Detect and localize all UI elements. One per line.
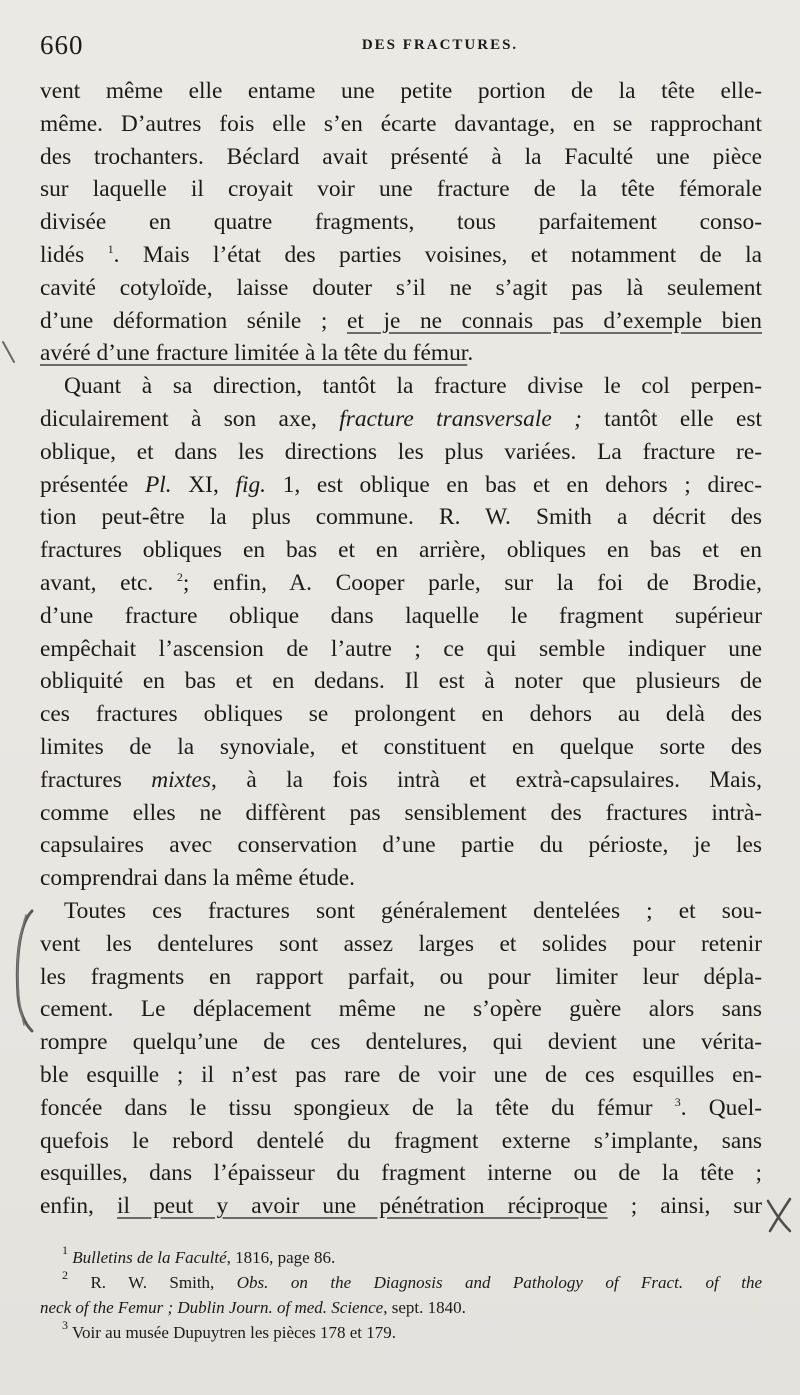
italic-text: Bulletins de la Faculté xyxy=(72,1248,227,1267)
text-run: comprendrai dans la même étude. xyxy=(40,865,355,892)
text-run: quefois le rebord dentelé du fragment externe s’implante, sans xyxy=(40,1127,762,1154)
text-run: ces fractures obliques se prolongent en dehors au delà des xyxy=(40,701,762,728)
text-run: XI, xyxy=(171,471,236,498)
text-run: Quant à sa direction, tantôt la fracture divise le col perpen- xyxy=(64,373,762,400)
text-line xyxy=(40,1059,762,1092)
footnote-reference: 3 xyxy=(674,1094,681,1109)
text-run: les fragments en rapport parfait, ou pour limiter leur dépla- xyxy=(40,963,762,990)
margin-bracket-annotation xyxy=(6,905,40,1035)
text-line xyxy=(40,337,762,370)
text-run: rompre quelqu’une de ces dentelures, qui devient une vérita- xyxy=(40,1029,762,1056)
page-number: 660 xyxy=(40,30,84,60)
text-run: vent les dentelures sont assez larges et solides pour retenir xyxy=(40,930,762,957)
footnote-reference: 2 xyxy=(176,569,183,584)
text-run: Voir au musée Dupuytren les pièces 178 et 179. xyxy=(68,1323,396,1342)
footnote-reference: 1 xyxy=(107,241,114,256)
text-line xyxy=(40,305,762,338)
footnote xyxy=(40,1320,762,1345)
text-run: des trochanters. Béclard avait présenté à la Faculté une pièce xyxy=(40,143,762,170)
text-run: empêchait l’ascension de l’autre ; ce qui semble indiquer une xyxy=(40,635,762,662)
text-run: fractures obliques en bas et en arrière, obliques en bas et en xyxy=(40,537,762,564)
text-run: sur laquelle il croyait voir une fracture de la tête fémorale xyxy=(40,176,762,203)
text-line xyxy=(40,567,762,600)
text-line xyxy=(40,829,762,862)
text-run: divisée en quatre fragments, tous parfaitement conso- xyxy=(40,209,762,236)
text-line xyxy=(40,698,762,731)
text-line xyxy=(40,895,762,928)
text-run: diculairement à son axe, xyxy=(40,405,340,432)
text-line xyxy=(40,1092,762,1125)
text-line xyxy=(40,1190,762,1223)
italic-text: mixtes xyxy=(151,766,212,793)
italic-text: fig. xyxy=(235,471,267,498)
text-run: lidés xyxy=(40,241,108,268)
text-line xyxy=(40,731,762,764)
italic-text: Pl. xyxy=(144,471,172,498)
body-text xyxy=(40,75,762,1223)
footnote-mark: 3 xyxy=(62,1318,68,1332)
footnotes xyxy=(40,1245,762,1345)
italic-text: fracture transversale ; xyxy=(339,405,582,432)
text-run: enfin, xyxy=(40,1193,118,1220)
text-run: . xyxy=(467,340,474,367)
text-line xyxy=(40,436,762,469)
text-line xyxy=(40,633,762,666)
text-run: comme elles ne diffèrent pas sensiblement des fractures intrà- xyxy=(40,799,762,826)
text-line xyxy=(40,1026,762,1059)
footnote-mark: 1 xyxy=(62,1243,68,1257)
text-run: d’une déformation sénile ; xyxy=(40,307,347,334)
text-run: avant, etc. xyxy=(40,569,177,596)
page-header xyxy=(40,30,760,64)
text-run: ; enfin, A. Cooper parle, sur la foi de Brodie, xyxy=(182,569,762,596)
text-run: présentée xyxy=(40,471,145,498)
footnote xyxy=(40,1245,762,1270)
text-line xyxy=(40,764,762,797)
text-line xyxy=(40,1125,762,1158)
text-line xyxy=(40,272,762,305)
text-run: oblique, et dans les directions les plus variées. La fracture re- xyxy=(40,438,762,465)
text-line xyxy=(40,1157,762,1190)
text-line xyxy=(40,665,762,698)
margin-x-annotation xyxy=(762,1195,796,1235)
text-run: , 1816, page 86. xyxy=(226,1248,336,1267)
text-line xyxy=(40,239,762,272)
italic-text: neck of the Femur ; Dublin Journ. of med. Science xyxy=(40,1298,384,1317)
text-run: esquilles, dans l’épaisseur du fragment interne ou de la tête ; xyxy=(40,1160,762,1187)
text-line xyxy=(40,961,762,994)
text-line xyxy=(40,370,762,403)
text-run: tion peut-être la plus commune. R. W. Smith a décrit des xyxy=(40,504,762,531)
text-run: même. D’autres fois elle s’en écarte davantage, en se rapprochant xyxy=(40,110,762,137)
footnote xyxy=(40,1295,762,1320)
text-line xyxy=(40,403,762,436)
text-line xyxy=(40,501,762,534)
text-line xyxy=(40,534,762,567)
footnote-mark: 2 xyxy=(62,1268,68,1282)
text-run: , à la fois intrà et extrà-capsulaires. Mais, xyxy=(211,766,762,793)
text-line xyxy=(40,600,762,633)
text-run: R. W. Smith, xyxy=(68,1273,237,1292)
text-line xyxy=(40,206,762,239)
text-run: cement. Le déplacement même ne s’opère guère alors sans xyxy=(40,996,762,1023)
footnote xyxy=(40,1270,762,1295)
text-run: foncée dans le tissu spongieux de la tête du fémur xyxy=(40,1094,675,1121)
underlined-text: et je ne connais pas d’exemple bien xyxy=(347,307,762,334)
text-line xyxy=(40,141,762,174)
text-run: . Mais l’état des parties voisines, et notamment de la xyxy=(113,241,762,268)
text-run: limites de la synoviale, et constituent en quelque sorte des xyxy=(40,733,762,760)
text-run: fractures xyxy=(40,766,152,793)
text-run: d’une fracture oblique dans laquelle le fragment supérieur xyxy=(40,602,762,629)
text-line xyxy=(40,797,762,830)
text-line xyxy=(40,862,762,895)
text-line xyxy=(40,173,762,206)
text-run: capsulaires avec conservation d’une partie du périoste, je les xyxy=(40,832,762,859)
text-run: cavité cotyloïde, laisse douter s’il ne s’agit pas là seulement xyxy=(40,274,762,301)
text-line xyxy=(40,108,762,141)
text-line xyxy=(40,993,762,1026)
text-run: tantôt elle est xyxy=(581,405,762,432)
text-run: , sept. 1840. xyxy=(383,1298,466,1317)
margin-check-annotation xyxy=(0,338,18,368)
underlined-text: avéré d’une fracture limitée à la tête du fémur xyxy=(40,340,468,367)
text-run: . Quel- xyxy=(680,1094,763,1121)
text-run: 1, est oblique en bas et en dehors ; direc- xyxy=(266,471,762,498)
running-title: DES FRACTURES. xyxy=(361,37,519,53)
italic-text: Obs. on the Diagnosis and Pathology of Fract. of the xyxy=(236,1273,762,1292)
text-run: ; ainsi, sur xyxy=(607,1193,763,1220)
text-run: Toutes ces fractures sont généralement dentelées ; et sou- xyxy=(64,897,762,924)
text-line xyxy=(40,469,762,502)
text-run: obliquité en bas et en dedans. Il est à noter que plusieurs de xyxy=(40,668,762,695)
text-line xyxy=(40,928,762,961)
text-run: vent même elle entame une petite portion de la tête elle- xyxy=(40,78,762,104)
text-run: ble esquille ; il n’est pas rare de voir une de ces esquilles en- xyxy=(40,1061,762,1088)
underlined-text: il peut y avoir une pénétration réciproque xyxy=(117,1193,608,1220)
text-line xyxy=(40,75,762,108)
